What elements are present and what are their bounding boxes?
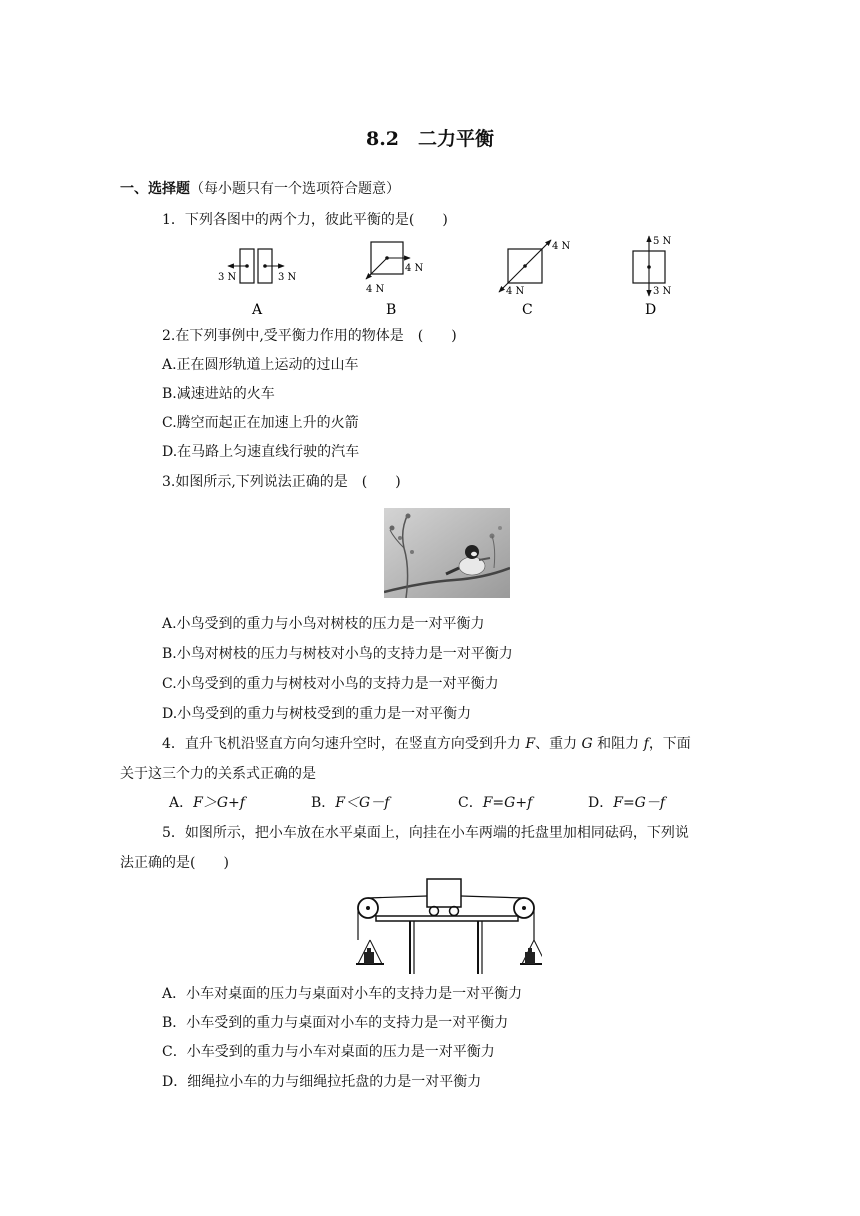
- q4-option-a-label: A．: [169, 795, 194, 811]
- fig-b-force-down: 4 N: [366, 284, 385, 295]
- q4-text-b: 、重力: [535, 736, 582, 752]
- q4-var-f-lift: F: [525, 736, 536, 752]
- q4-text-a: 4．直升飞机沿竖直方向匀速升空时，在竖直方向受到升力: [162, 736, 526, 752]
- q4-var-f-resist: f: [643, 736, 649, 752]
- page-title: 8.2 二力平衡: [365, 128, 495, 150]
- q2-option-c: C.腾空而起正在加速上升的火箭: [162, 415, 359, 431]
- q4-option-c: [458, 794, 532, 812]
- q1-figures: [190, 232, 690, 320]
- fig-d-force-up: 5 N: [653, 236, 672, 247]
- q2-option-b: B.减速进站的火车: [162, 386, 275, 402]
- q4-var-g: G: [581, 736, 593, 752]
- figure-d: [633, 236, 672, 318]
- q5-option-d: D．细绳拉小车的力与细绳拉托盘的力是一对平衡力: [162, 1074, 482, 1090]
- q5-option-c: C．小车受到的重力与小车对桌面的压力是一对平衡力: [162, 1044, 495, 1060]
- fig-c-force-down: 4 N: [506, 286, 525, 297]
- q4-text-c: 和阻力: [592, 736, 644, 752]
- q4-option-a-expr: F＞G+f: [193, 795, 245, 811]
- q2-option-a: A.正在圆形轨道上运动的过山车: [162, 357, 359, 373]
- fig-c-letter: C: [522, 302, 533, 318]
- q3-stem: 3.如图所示,下列说法正确的是 ( ): [162, 474, 401, 490]
- q4-option-d: [588, 794, 665, 812]
- fig-d-force-down: 3 N: [653, 286, 672, 297]
- fig-a-right-force: 3 N: [278, 272, 297, 283]
- cart-on-table-diagram: [350, 874, 542, 976]
- q5-line1: 5．如图所示，把小车放在水平桌面上，向挂在小车两端的托盘里加相同砝码，下列说: [162, 825, 689, 841]
- section-label: 一、选择题: [120, 181, 190, 197]
- fig-b-letter: B: [386, 302, 397, 318]
- q3-option-b: B.小鸟对树枝的压力与树枝对小鸟的支持力是一对平衡力: [162, 646, 513, 662]
- q4-line2: 关于这三个力的关系式正确的是: [120, 766, 316, 782]
- figure-c: [499, 240, 571, 318]
- q5-option-b: B．小车受到的重力与桌面对小车的支持力是一对平衡力: [162, 1015, 509, 1031]
- figure-b: [366, 242, 424, 318]
- fig-a-left-force: 3 N: [218, 272, 237, 283]
- q4-text-d: ，下面: [648, 736, 691, 752]
- fig-d-letter: D: [645, 302, 657, 318]
- q4-option-c-expr: F=G+f: [482, 795, 533, 811]
- q4-option-c-label: C．: [458, 795, 483, 811]
- q4-option-a: [169, 794, 245, 812]
- q2-option-d: D.在马路上匀速直线行驶的汽车: [162, 444, 360, 460]
- section-note: （每小题只有一个选项符合题意）: [190, 181, 400, 197]
- section-heading: [120, 180, 400, 198]
- q3-option-a: A.小鸟受到的重力与小鸟对树枝的压力是一对平衡力: [162, 616, 485, 632]
- q5-line2: 法正确的是( ): [120, 855, 229, 871]
- fig-a-letter: A: [252, 302, 263, 318]
- fig-b-force-right: 4 N: [405, 263, 424, 274]
- q4-option-b-label: B．: [311, 795, 336, 811]
- figure-a: [218, 249, 297, 318]
- q4-line1: [162, 735, 691, 753]
- bird-on-branch-image: [384, 508, 510, 598]
- q3-option-c: C.小鸟受到的重力与树枝对小鸟的支持力是一对平衡力: [162, 676, 499, 692]
- q1-stem: 1．下列各图中的两个力，彼此平衡的是( ): [162, 212, 448, 228]
- q4-option-d-expr: F=G－f: [613, 795, 666, 811]
- fig-c-force-up: 4 N: [552, 241, 571, 252]
- q4-option-d-label: D．: [588, 795, 614, 811]
- q3-option-d: D.小鸟受到的重力与树枝受到的重力是一对平衡力: [162, 706, 472, 722]
- q4-option-b-expr: F＜G－f: [335, 795, 390, 811]
- q2-stem: 2.在下列事例中,受平衡力作用的物体是 ( ): [162, 328, 457, 344]
- q5-option-a: A．小车对桌面的压力与桌面对小车的支持力是一对平衡力: [162, 986, 523, 1002]
- q4-option-b: [311, 794, 389, 812]
